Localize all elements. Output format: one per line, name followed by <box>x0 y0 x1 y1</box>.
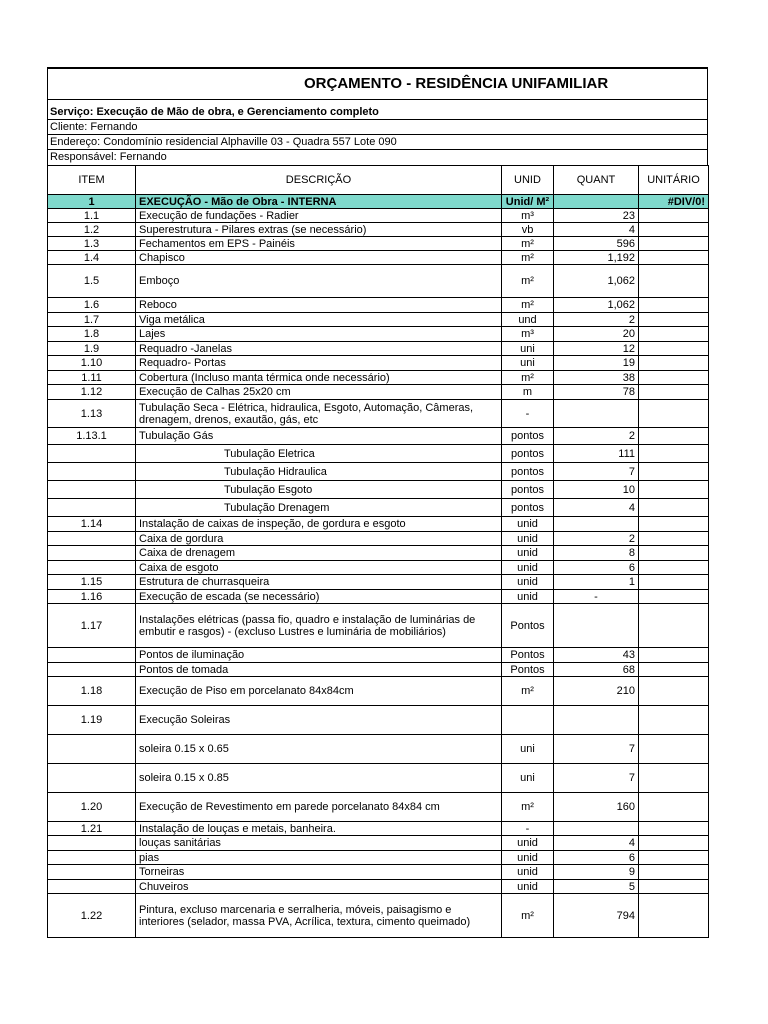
row-unit-price <box>639 851 709 865</box>
row-quantity: - <box>554 590 639 604</box>
table-row <box>48 822 709 836</box>
row-quantity: 2 <box>554 313 639 327</box>
row-unit: und <box>502 313 554 327</box>
row-item: 1.13 <box>48 400 136 428</box>
row-unit-price <box>639 532 709 546</box>
row-quantity: 111 <box>554 445 639 463</box>
table-row <box>48 663 709 677</box>
row-quantity: 210 <box>554 677 639 706</box>
service-line: Serviço: Execução de Mão de obra, e Gerenciamento completo <box>47 105 708 120</box>
row-description: Requadro- Portas <box>136 356 502 371</box>
row-unit: pontos <box>502 463 554 481</box>
row-unit: unid <box>502 532 554 546</box>
row-unit-price <box>639 385 709 400</box>
row-unit: m² <box>502 298 554 313</box>
row-unit: m³ <box>502 209 554 223</box>
row-quantity: 10 <box>554 481 639 499</box>
section-description: EXECUÇÃO - Mão de Obra - INTERNA <box>136 195 502 209</box>
header-descricao: DESCRIÇÃO <box>136 166 502 195</box>
row-description: Estrutura de churrasqueira <box>136 575 502 590</box>
row-item: 1.19 <box>48 706 136 735</box>
row-item: 1.9 <box>48 342 136 356</box>
row-quantity: 2 <box>554 428 639 445</box>
table-row <box>48 517 709 532</box>
row-unit-price <box>639 706 709 735</box>
row-unit-price <box>639 648 709 663</box>
row-quantity <box>554 400 639 428</box>
row-unit: m² <box>502 251 554 265</box>
header-unitario: UNITÁRIO <box>639 166 709 195</box>
row-quantity: 6 <box>554 561 639 575</box>
row-unit-price <box>639 481 709 499</box>
table-row <box>48 590 709 604</box>
table-row <box>48 327 709 342</box>
row-quantity: 8 <box>554 546 639 561</box>
row-unit-price <box>639 463 709 481</box>
row-description: Tubulação Esgoto <box>136 481 502 499</box>
row-description: Superestrutura - Pilares extras (se necessário) <box>136 223 502 237</box>
row-item <box>48 851 136 865</box>
row-description: Pontos de iluminação <box>136 648 502 663</box>
row-unit-price <box>639 793 709 822</box>
table-row <box>48 428 709 445</box>
row-unit: unid <box>502 590 554 604</box>
row-quantity: 4 <box>554 223 639 237</box>
row-quantity: 1,062 <box>554 265 639 298</box>
row-quantity: 12 <box>554 342 639 356</box>
row-quantity: 9 <box>554 865 639 880</box>
row-unit: uni <box>502 342 554 356</box>
row-unit: - <box>502 822 554 836</box>
row-unit-price <box>639 223 709 237</box>
row-item <box>48 463 136 481</box>
table-row <box>48 445 709 463</box>
responsible-line: Responsável: Fernando <box>47 150 708 165</box>
table-row <box>48 575 709 590</box>
row-description: Caixa de esgoto <box>136 561 502 575</box>
section-unit: Unid/ M² <box>502 195 554 209</box>
row-unit-price <box>639 546 709 561</box>
row-unit: Pontos <box>502 663 554 677</box>
row-description: Tubulação Gás <box>136 428 502 445</box>
table-row <box>48 223 709 237</box>
row-quantity: 5 <box>554 880 639 894</box>
row-unit: pontos <box>502 499 554 517</box>
row-unit-price <box>639 517 709 532</box>
row-unit-price <box>639 445 709 463</box>
row-unit-price <box>639 400 709 428</box>
row-unit: unid <box>502 575 554 590</box>
title-row <box>47 69 708 100</box>
row-unit: - <box>502 400 554 428</box>
row-unit-price <box>639 894 709 938</box>
row-item: 1.7 <box>48 313 136 327</box>
page-title: ORÇAMENTO - RESIDÊNCIA UNIFAMILIAR <box>304 75 609 92</box>
table-row <box>48 463 709 481</box>
row-quantity: 19 <box>554 356 639 371</box>
row-item <box>48 764 136 793</box>
section-item: 1 <box>48 195 136 209</box>
row-quantity: 7 <box>554 735 639 764</box>
section-unit-price: #DIV/0! <box>639 195 709 209</box>
row-item: 1.8 <box>48 327 136 342</box>
row-item <box>48 561 136 575</box>
table-row <box>48 400 709 428</box>
row-item <box>48 735 136 764</box>
table-row <box>48 499 709 517</box>
table-row <box>48 481 709 499</box>
row-description: Viga metálica <box>136 313 502 327</box>
row-item <box>48 865 136 880</box>
address-line: Endereço: Condomínio residencial Alphaville 03 - Quadra 557 Lote 090 <box>47 135 708 150</box>
row-item: 1.16 <box>48 590 136 604</box>
row-unit: Pontos <box>502 604 554 648</box>
row-unit-price <box>639 313 709 327</box>
row-quantity: 596 <box>554 237 639 251</box>
row-unit: pontos <box>502 428 554 445</box>
table-row <box>48 865 709 880</box>
table-row <box>48 677 709 706</box>
table-row <box>48 561 709 575</box>
row-item: 1.4 <box>48 251 136 265</box>
row-unit: m³ <box>502 327 554 342</box>
row-description: Execução de Calhas 25x20 cm <box>136 385 502 400</box>
row-item: 1.3 <box>48 237 136 251</box>
row-unit: unid <box>502 561 554 575</box>
row-description: soleira 0.15 x 0.85 <box>136 764 502 793</box>
row-unit-price <box>639 237 709 251</box>
row-item: 1.12 <box>48 385 136 400</box>
table-row <box>48 604 709 648</box>
row-unit: uni <box>502 356 554 371</box>
table-row <box>48 836 709 851</box>
row-quantity: 78 <box>554 385 639 400</box>
section-quantity <box>554 195 639 209</box>
row-description: Execução de Piso em porcelanato 84x84cm <box>136 677 502 706</box>
table-row <box>48 793 709 822</box>
header-item: ITEM <box>48 166 136 195</box>
row-unit: unid <box>502 836 554 851</box>
row-unit: uni <box>502 735 554 764</box>
row-item: 1.5 <box>48 265 136 298</box>
row-unit-price <box>639 822 709 836</box>
budget-sheet <box>47 67 708 938</box>
header-unid: UNID <box>502 166 554 195</box>
row-unit-price <box>639 663 709 677</box>
row-description: Fechamentos em EPS - Painéis <box>136 237 502 251</box>
row-description: Chapisco <box>136 251 502 265</box>
table-row <box>48 342 709 356</box>
row-description: Execução de escada (se necessário) <box>136 590 502 604</box>
row-item <box>48 648 136 663</box>
row-unit-price <box>639 764 709 793</box>
row-unit: m² <box>502 793 554 822</box>
row-unit: unid <box>502 865 554 880</box>
row-description: Cobertura (Incluso manta térmica onde necessário) <box>136 371 502 385</box>
table-row <box>48 313 709 327</box>
row-item: 1.18 <box>48 677 136 706</box>
table-row <box>48 251 709 265</box>
row-description: Pontos de tomada <box>136 663 502 677</box>
row-description: Instalações elétricas (passa fio, quadro e instalação de luminárias de embutir e rasgos) - (excluso Lustres e luminária de mobiliários) <box>136 604 502 648</box>
table-row <box>48 371 709 385</box>
client-line: Cliente: Fernando <box>47 120 708 135</box>
row-unit-price <box>639 298 709 313</box>
row-item: 1.10 <box>48 356 136 371</box>
row-unit: unid <box>502 517 554 532</box>
table-row <box>48 735 709 764</box>
row-unit-price <box>639 561 709 575</box>
row-unit: unid <box>502 546 554 561</box>
row-quantity: 2 <box>554 532 639 546</box>
row-description: Caixa de gordura <box>136 532 502 546</box>
row-item <box>48 499 136 517</box>
row-unit-price <box>639 342 709 356</box>
table-row <box>48 546 709 561</box>
row-quantity <box>554 604 639 648</box>
header-quant: QUANT <box>554 166 639 195</box>
row-item <box>48 445 136 463</box>
row-unit-price <box>639 880 709 894</box>
row-item <box>48 836 136 851</box>
row-item: 1.20 <box>48 793 136 822</box>
row-description: Pintura, excluso marcenaria e serralheria, móveis, paisagismo e interiores (selador, massa PVA, Acrílica, textura, cimento queimado) <box>136 894 502 938</box>
row-unit-price <box>639 677 709 706</box>
row-item: 1.13.1 <box>48 428 136 445</box>
row-item <box>48 880 136 894</box>
table-row <box>48 356 709 371</box>
row-quantity: 68 <box>554 663 639 677</box>
table-row <box>48 851 709 865</box>
row-quantity: 7 <box>554 764 639 793</box>
row-quantity: 1,192 <box>554 251 639 265</box>
row-quantity <box>554 706 639 735</box>
row-item: 1.11 <box>48 371 136 385</box>
row-unit-price <box>639 735 709 764</box>
row-description: Tubulação Eletrica <box>136 445 502 463</box>
row-unit: m² <box>502 894 554 938</box>
row-unit-price <box>639 251 709 265</box>
row-unit-price <box>639 327 709 342</box>
row-description: Emboço <box>136 265 502 298</box>
row-item: 1.6 <box>48 298 136 313</box>
row-description: Lajes <box>136 327 502 342</box>
row-item: 1.1 <box>48 209 136 223</box>
row-unit: unid <box>502 851 554 865</box>
section-row <box>48 195 709 209</box>
row-description: Execução Soleiras <box>136 706 502 735</box>
row-unit: m² <box>502 237 554 251</box>
row-quantity <box>554 822 639 836</box>
table-row <box>48 298 709 313</box>
row-unit-price <box>639 865 709 880</box>
row-description: Instalação de caixas de inspeção, de gordura e esgoto <box>136 517 502 532</box>
row-unit-price <box>639 836 709 851</box>
row-unit <box>502 706 554 735</box>
table-row <box>48 880 709 894</box>
row-unit-price <box>639 499 709 517</box>
row-item <box>48 532 136 546</box>
row-description: Caixa de drenagem <box>136 546 502 561</box>
row-quantity: 794 <box>554 894 639 938</box>
row-item: 1.21 <box>48 822 136 836</box>
row-item: 1.14 <box>48 517 136 532</box>
row-unit: m <box>502 385 554 400</box>
row-description: Instalação de louças e metais, banheira. <box>136 822 502 836</box>
row-unit: Pontos <box>502 648 554 663</box>
row-unit: m² <box>502 677 554 706</box>
row-item: 1.2 <box>48 223 136 237</box>
row-unit: m² <box>502 265 554 298</box>
row-unit-price <box>639 371 709 385</box>
table-header-row <box>48 166 709 195</box>
row-item <box>48 663 136 677</box>
row-description: Tubulação Seca - Elétrica, hidraulica, Esgoto, Automação, Câmeras, drenagem, drenos, exautão, gás, etc <box>136 400 502 428</box>
row-unit: pontos <box>502 481 554 499</box>
row-description: Execução de Revestimento em parede porcelanato 84x84 cm <box>136 793 502 822</box>
row-unit: unid <box>502 880 554 894</box>
row-quantity: 160 <box>554 793 639 822</box>
table-row <box>48 237 709 251</box>
row-unit-price <box>639 356 709 371</box>
row-quantity: 4 <box>554 499 639 517</box>
table-row <box>48 265 709 298</box>
row-quantity: 4 <box>554 836 639 851</box>
row-quantity: 23 <box>554 209 639 223</box>
row-quantity: 38 <box>554 371 639 385</box>
table-row <box>48 532 709 546</box>
table-row <box>48 764 709 793</box>
row-description: Execução de fundações - Radier <box>136 209 502 223</box>
row-unit: m² <box>502 371 554 385</box>
row-description: Tubulação Hidraulica <box>136 463 502 481</box>
row-unit: vb <box>502 223 554 237</box>
row-unit-price <box>639 428 709 445</box>
row-quantity: 6 <box>554 851 639 865</box>
row-unit: pontos <box>502 445 554 463</box>
row-quantity: 43 <box>554 648 639 663</box>
row-unit-price <box>639 265 709 298</box>
table-row <box>48 209 709 223</box>
row-quantity: 1,062 <box>554 298 639 313</box>
row-item <box>48 546 136 561</box>
row-quantity: 1 <box>554 575 639 590</box>
budget-table <box>47 165 709 938</box>
row-quantity: 20 <box>554 327 639 342</box>
row-description: pias <box>136 851 502 865</box>
row-unit: uni <box>502 764 554 793</box>
table-row <box>48 706 709 735</box>
row-item <box>48 481 136 499</box>
row-unit-price <box>639 604 709 648</box>
table-row <box>48 648 709 663</box>
row-description: Requadro -Janelas <box>136 342 502 356</box>
row-item: 1.22 <box>48 894 136 938</box>
table-row <box>48 385 709 400</box>
row-description: Chuveiros <box>136 880 502 894</box>
row-item: 1.17 <box>48 604 136 648</box>
row-description: soleira 0.15 x 0.65 <box>136 735 502 764</box>
row-item: 1.15 <box>48 575 136 590</box>
row-description: louças sanitárias <box>136 836 502 851</box>
row-quantity <box>554 517 639 532</box>
table-row <box>48 894 709 938</box>
row-unit-price <box>639 575 709 590</box>
row-description: Torneiras <box>136 865 502 880</box>
row-unit-price <box>639 590 709 604</box>
row-description: Reboco <box>136 298 502 313</box>
row-unit-price <box>639 209 709 223</box>
row-description: Tubulação Drenagem <box>136 499 502 517</box>
row-quantity: 7 <box>554 463 639 481</box>
